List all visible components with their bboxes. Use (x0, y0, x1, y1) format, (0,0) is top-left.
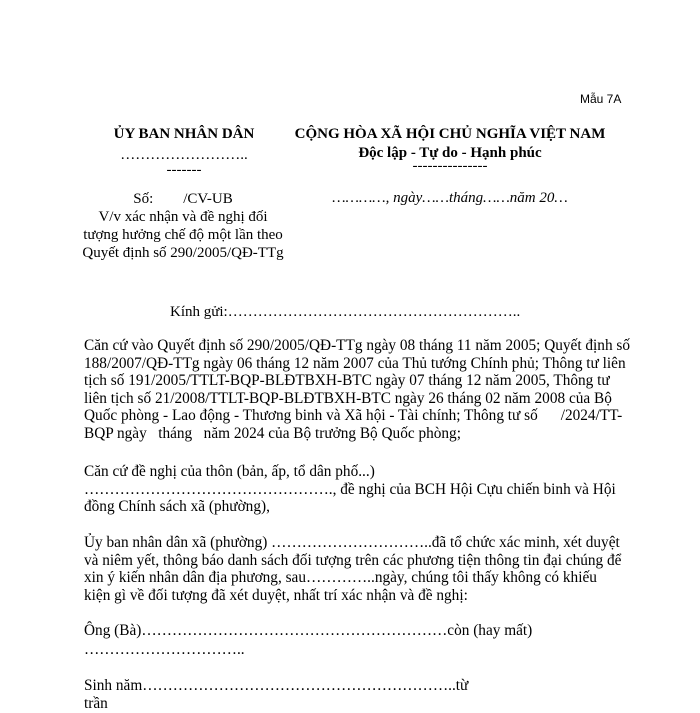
paragraph-line: …………………………………………., đề nghị của BCH Hội Cựu chiến binh và Hội (84, 480, 616, 498)
person-name-field: Ông (Bà)……………………………………………………còn (hay mất) (84, 622, 533, 639)
paragraph-line: tịch số 191/2005/TTLT-BQP-BLĐTBXH-BTC ngày 07 tháng 12 năm 2005, Thông tư (84, 372, 610, 389)
document-number-block (80, 190, 286, 262)
paragraph-line: Căn cứ đề nghị của thôn (bản, ấp, tổ dân phố...) (84, 463, 375, 480)
place-date-line: …………, ngày……tháng……năm 20… (332, 190, 568, 206)
proposal-basis-paragraph (84, 463, 624, 516)
paragraph-line: Căn cứ vào Quyết định số 290/2005/QĐ-TTg ngày 08 tháng 11 năm 2005; Quyết định số (84, 337, 631, 354)
paragraph-line: Ủy ban nhân dân xã (phường) …………………………..đã tổ chức xác minh, xét duyệt (84, 534, 620, 551)
verification-paragraph (84, 534, 624, 604)
recipient-line: Kính gửi:………………………………………………….. (170, 304, 521, 320)
document-number: Số: /CV-UB (133, 191, 233, 207)
form-number: Mẫu 7A (580, 92, 622, 106)
right-header (294, 126, 606, 175)
paragraph-line: 188/2007/QĐ-TTg ngày 06 tháng 12 năm 2007 của Thủ tướng Chính phủ; Thông tư liên (84, 354, 626, 372)
national-motto: Độc lập - Tự do - Hạnh phúc (358, 145, 542, 161)
paragraph-line: Quốc phòng - Lao động - Thương binh và Xã hội - Tài chính; Thông tư số /2024/TT- (84, 407, 623, 424)
person-name-field-continued: ………………………….. (84, 641, 245, 658)
paragraph-line: kiện gì về đối tượng đã xét duyệt, nhất trí xác nhận và đề nghị: (84, 586, 468, 604)
legal-basis-paragraph (84, 337, 631, 442)
right-header-rule: --------------- (412, 158, 488, 174)
organization-name-blank: …………………….. (120, 147, 248, 163)
national-title: CỘNG HÒA XÃ HỘI CHỦ NGHĨA VIỆT NAM (294, 126, 606, 142)
birth-year-field-continued: trần (84, 695, 108, 712)
paragraph-line: đồng Chính sách xã (phường), (84, 498, 270, 515)
subject-line: V/v xác nhận và đề nghị đối (98, 209, 268, 225)
birth-year-field: Sinh năm……………………………………………………..từ (84, 677, 469, 694)
left-header-rule: ------- (166, 162, 202, 178)
subject-line: Quyết định số 290/2005/QĐ-TTg (82, 245, 284, 261)
paragraph-line: BQP ngày tháng năm 2024 của Bộ trưởng Bộ Quốc phòng; (84, 424, 461, 442)
paragraph-line: và niêm yết, thông báo danh sách đối tượng trên các phương tiện thông tin đại chúng để (84, 551, 622, 569)
paragraph-line: liên tịch số 21/2008/TTLT-BQP-BLĐTBXH-BTC ngày 26 tháng 02 năm 2008 của Bộ (84, 389, 612, 407)
subject-line: tượng hưởng chế độ một lần theo (83, 227, 283, 243)
left-header (84, 126, 284, 179)
paragraph-line: xin ý kiến nhân dân địa phương, sau…………..ngày, chúng tôi thấy không có khiếu (84, 569, 597, 586)
issuing-organization: ỦY BAN NHÂN DÂN (113, 126, 255, 142)
